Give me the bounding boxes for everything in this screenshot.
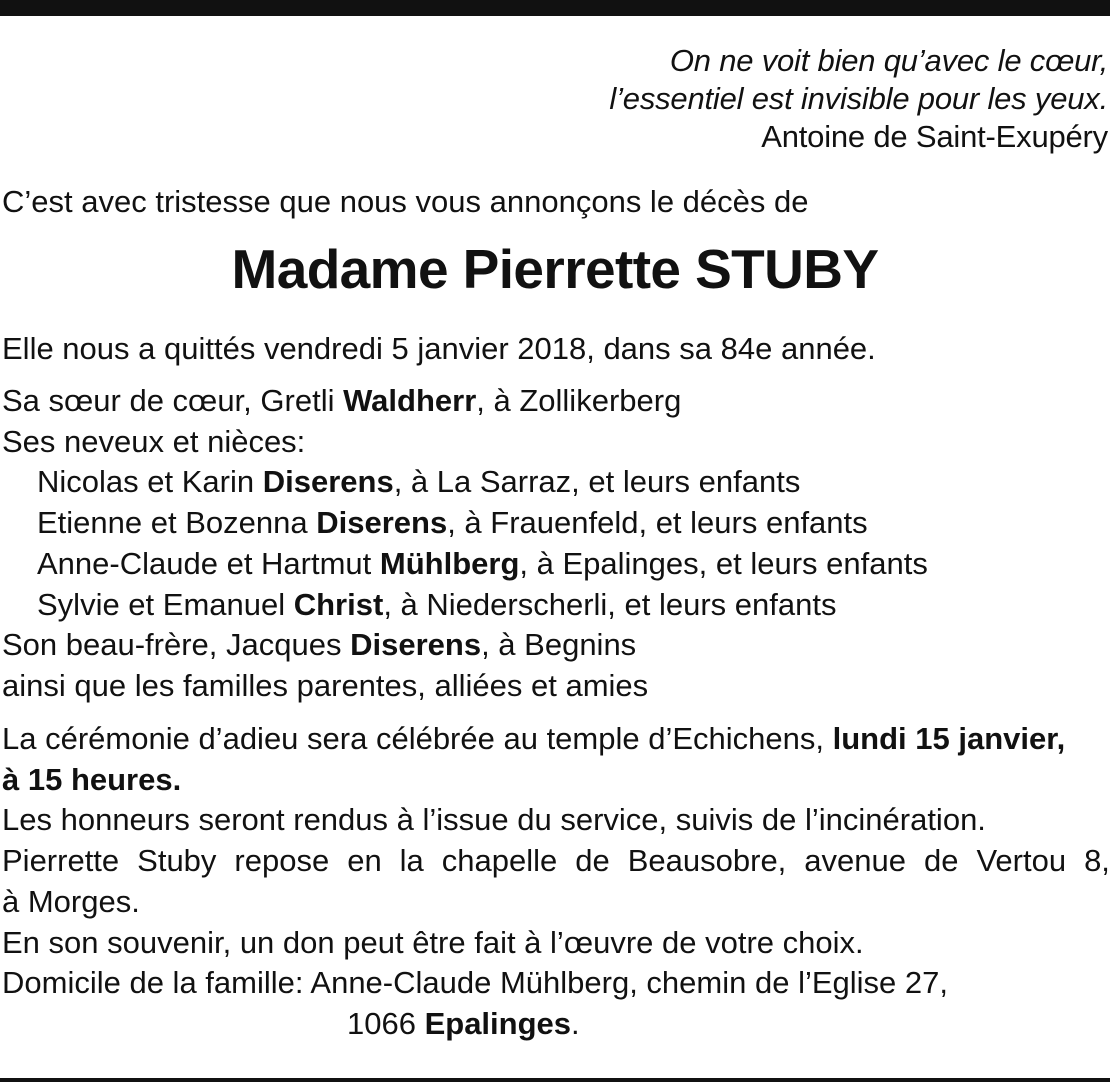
family-list <box>2 381 1110 707</box>
death-notice-text: Elle nous a quittés vendredi 5 janvier 2018, dans sa 84e année. <box>2 331 876 366</box>
resting-word: la <box>399 843 424 879</box>
nephew-names: Nicolas et Karin <box>37 464 263 500</box>
top-border-rule <box>0 0 1110 16</box>
nephew-details: , à Frauenfeld, et leurs enfants <box>447 505 868 541</box>
sister-place: , à Zollikerberg <box>476 383 682 418</box>
quote-author: Antoine de Saint-Exupéry <box>761 119 1108 154</box>
domicile-line: Domicile de la famille: Anne-Claude Mühlberg, chemin de l’Eglise 27, <box>2 965 948 1001</box>
nephew-details: , à Epalinges, et leurs enfants <box>519 545 928 581</box>
ceremony-time: à 15 heures. <box>2 761 182 797</box>
nephew-surname: Christ <box>293 586 384 622</box>
nephew-surname: Mühlberg <box>379 545 520 581</box>
nephew-entry <box>2 462 1110 503</box>
brother-place: , à Begnins <box>481 627 637 663</box>
nephew-surname: Diserens <box>316 505 448 541</box>
nephew-names: Sylvie et Emanuel <box>37 586 294 622</box>
honours-line: Les honneurs seront rendus à l’issue du service, suivis de l’incinération. <box>2 802 986 838</box>
resting-word: repose <box>234 843 330 879</box>
resting-word: avenue <box>804 843 906 879</box>
brother-prefix: Son beau-frère, Jacques <box>2 627 351 663</box>
sister-prefix: Sa sœur de cœur, Gretli <box>2 383 344 418</box>
resting-word: Stuby <box>137 843 217 879</box>
nephew-details: , à Niederscherli, et leurs enfants <box>383 586 837 622</box>
epigraph-quote <box>348 42 1108 156</box>
nephew-names: Etienne et Bozenna <box>37 505 317 541</box>
resting-word: Pierrette <box>2 843 120 879</box>
ceremony-text: La cérémonie d’adieu sera célébrée au temple d’Echichens, <box>2 721 833 756</box>
nephews-heading: Ses neveux et nièces: <box>2 423 306 459</box>
family-brother-in-law <box>2 625 1110 666</box>
ceremony-date: lundi 15 janvier, <box>832 721 1066 756</box>
family-others: ainsi que les familles parentes, alliées et amies <box>2 667 649 703</box>
donation-line: En son souvenir, un don peut être fait à l’œuvre de votre choix. <box>2 924 864 960</box>
death-notice <box>2 329 1110 370</box>
resting-word: 8, <box>1084 843 1110 879</box>
resting-word: de <box>575 843 610 879</box>
announcement-intro: C’est avec tristesse que nous vous annonçons le décès de <box>2 184 809 219</box>
ceremony-time-line <box>2 760 1110 801</box>
ceremony-line <box>2 719 1110 760</box>
resting-word: en <box>347 843 382 879</box>
sister-surname: Waldherr <box>343 383 477 418</box>
resting-word: de <box>923 843 959 879</box>
city-name: Epalinges <box>424 1005 572 1041</box>
resting-place-town: à Morges. <box>2 883 140 919</box>
nephew-names: Anne-Claude et Hartmut <box>37 545 380 581</box>
bottom-border-rule <box>0 1078 1110 1082</box>
nephew-entry <box>2 503 1110 544</box>
resting-word: chapelle <box>441 843 558 879</box>
nephew-surname: Diserens <box>262 464 394 500</box>
city-end: . <box>571 1005 580 1041</box>
postcode: 1066 <box>347 1005 425 1041</box>
domicile-city-line <box>2 1004 1110 1045</box>
resting-place-line <box>2 841 1110 882</box>
resting-word: Beausobre, <box>627 843 787 879</box>
nephew-entry <box>2 585 1110 626</box>
ceremony-details <box>2 719 1110 1045</box>
resting-word: Vertou <box>976 843 1067 879</box>
brother-surname: Diserens <box>350 627 482 663</box>
nephew-entry <box>2 544 1110 585</box>
quote-line-1: On ne voit bien qu’avec le cœur, <box>669 43 1108 78</box>
nephew-details: , à La Sarraz, et leurs enfants <box>393 464 801 500</box>
deceased-name: Madame Pierrette STUBY <box>231 238 879 300</box>
family-sister <box>2 381 1110 422</box>
quote-line-2: l’essentiel est invisible pour les yeux. <box>609 81 1108 116</box>
